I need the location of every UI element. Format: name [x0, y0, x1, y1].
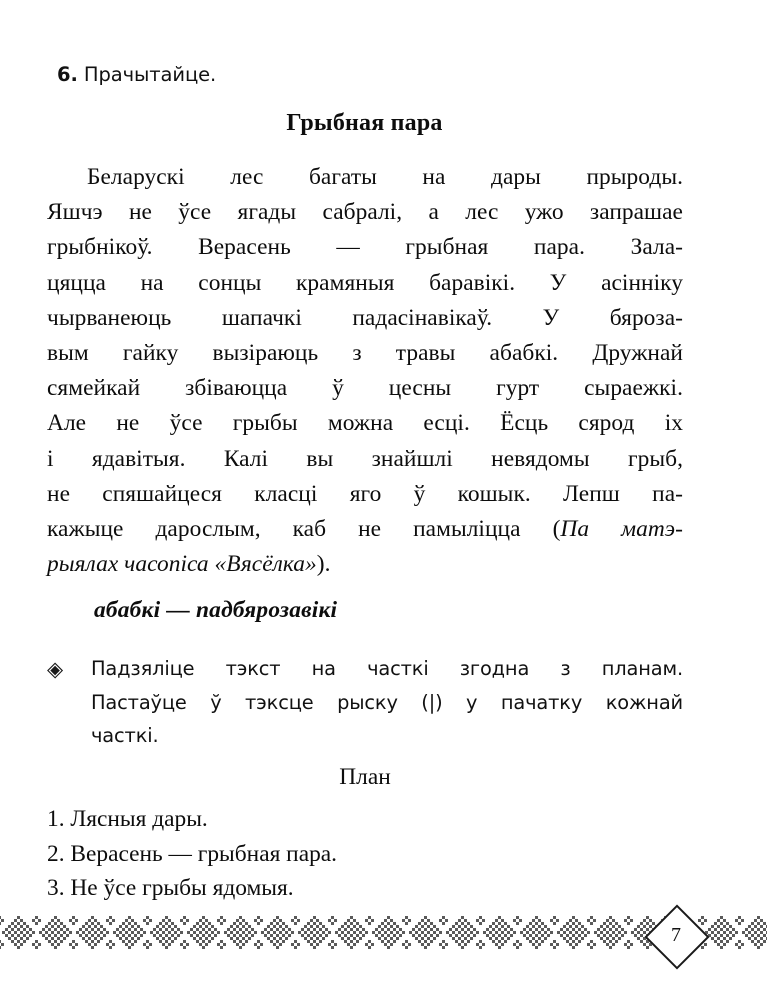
story-line: вым гайку вызіраюць з травы абабкі. Дружнай [47, 340, 683, 367]
story-line: сямейкай збіваюцца ў цесны гурт сыраежкі. [47, 375, 683, 402]
plan-title: План [339, 764, 391, 790]
story-line: не спяшайцеся класці яго ў кошык. Лепш па- [47, 480, 683, 507]
exercise-number: 6. [57, 63, 78, 86]
story-line: грыбнікоў. Верасень — грыбная пара. Зала- [47, 234, 683, 261]
task-line: часткі. [91, 724, 159, 747]
exercise-heading [57, 62, 697, 88]
story-line: Беларускі лес багаты на дары прыроды. [87, 164, 683, 190]
story-line: і ядавітыя. Калі вы знайшлі невядомы грыб, [47, 445, 683, 472]
page-number: 7 [671, 923, 681, 946]
attribution-italic: Па матэ- [560, 516, 683, 543]
task-text [91, 652, 683, 753]
plan-item: 2. Верасень — грыбная пара. [47, 840, 338, 867]
story-body [47, 160, 683, 582]
plan-list [47, 802, 683, 906]
story-line-attribution-start: кажыце дарослым, каб не памыліцца (Па матэ- [47, 516, 683, 543]
diamond-in-diamond-icon: ◈ [47, 657, 64, 681]
page-number-badge [648, 908, 702, 962]
story-line: чырванеюць шапачкі падасінавікаў. У бяроза- [47, 304, 683, 331]
task-block [47, 652, 683, 753]
story-line: цяцца на сонцы крамяныя баравікі. У асінніку [47, 269, 683, 296]
gloss-line: абабкі — падбярозавікі [94, 597, 338, 623]
plan-item: 1. Лясныя дары. [47, 806, 208, 832]
story-line: Але не ўсе грыбы можна есці. Ёсць сярод іх [47, 410, 683, 437]
story-line: Яшчэ не ўсе ягады сабралі, а лес ужо запрашае [47, 199, 683, 226]
story-line-attribution-end: рыялах часопіса «Вясёлка»). [47, 551, 331, 578]
attribution-italic: рыялах часопіса «Вясёлка» [47, 551, 317, 578]
story-title: Грыбная пара [286, 110, 443, 136]
task-line: Пастаўце ў тэксце рыску (|) у пачатку кожнай [91, 690, 683, 714]
task-line: Падзяліце тэкст на часткі згодна з планам. [91, 657, 683, 680]
plan-item: 3. Не ўсе грыбы ядомыя. [47, 875, 294, 901]
exercise-instruction: Прачытайце. [83, 63, 217, 86]
